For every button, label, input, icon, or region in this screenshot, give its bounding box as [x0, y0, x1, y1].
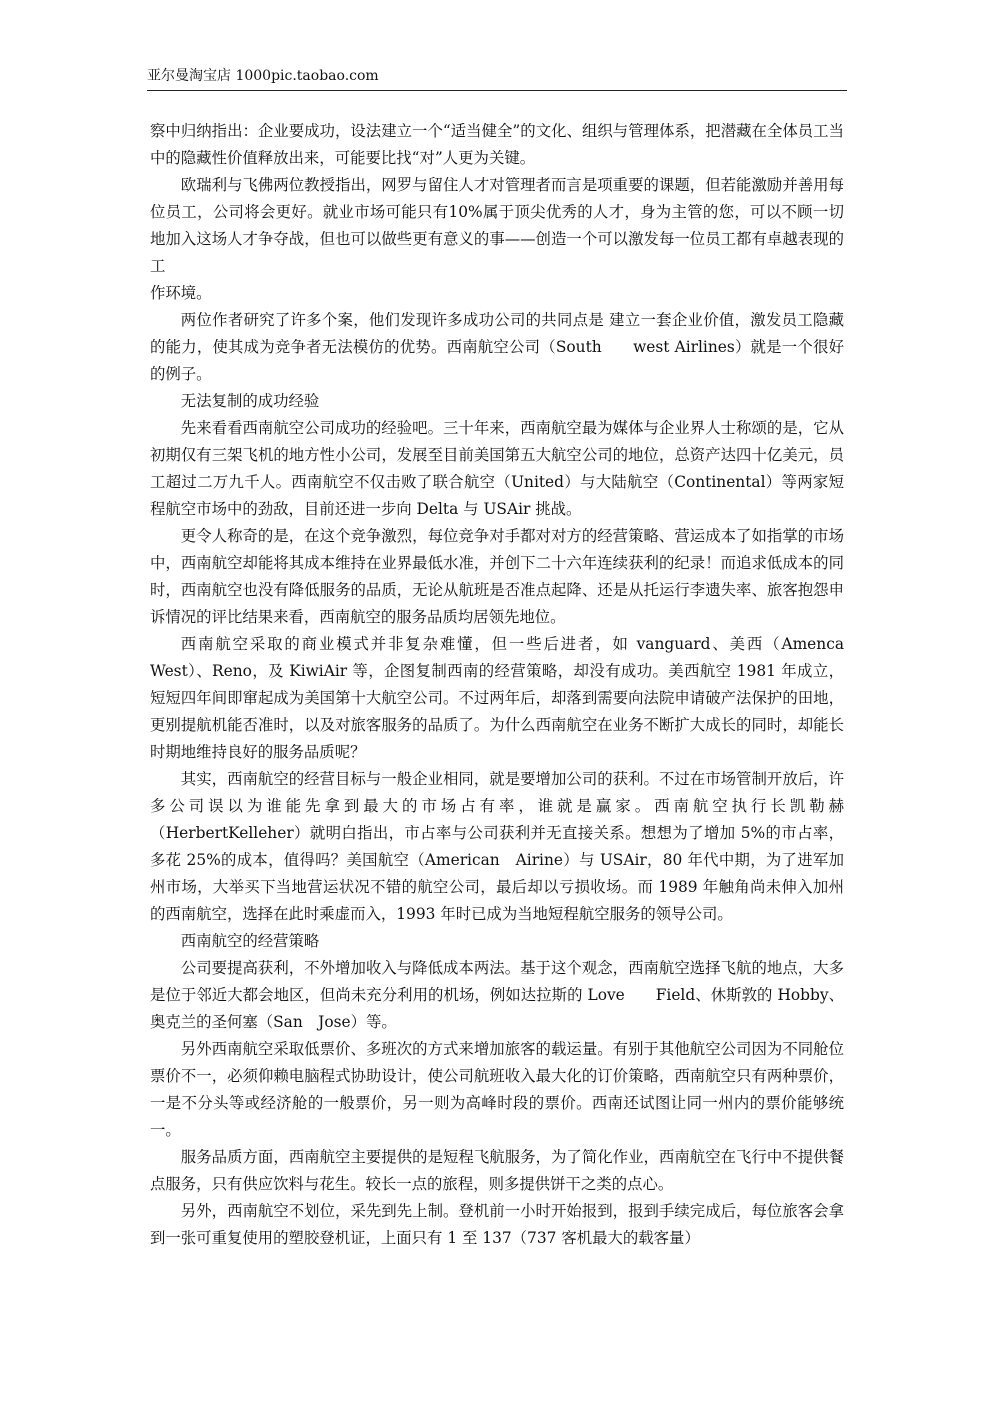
header-text: 亚尔曼淘宝店 1000pic.taobao.com: [147, 68, 379, 84]
section-heading: 西南航空的经营策略: [180, 932, 320, 950]
paragraph: 两位作者研究了许多个案，他们发现许多成功公司的共同点是 建立一套企业价值，激发员工隐藏的能力，使其成为竞争者无法模仿的优势。西南航空公司（South west Airlines）就是一个很好的例子。: [150, 311, 844, 383]
section-heading: 无法复制的成功经验: [180, 392, 320, 410]
paragraph: 先来看看西南航空公司成功的经验吧。三十年来，西南航空最为媒体与企业界人士称颂的是，它从初期仅有三架飞机的地方性小公司，发展至目前美国第五大航空公司的地位，总资产达四十亿美元，员工超过二万九千人。西南航空不仅击败了联合航空（United）与大陆航空（Continental）等两家短程航空市场中的劲敌，目前还进一步向 Delta 与 USAir 挑战。: [150, 419, 844, 518]
paragraph: 欧瑞利与飞佛两位教授指出，网罗与留住人才对管理者而言是项重要的课题，但若能激励并善用每位员工，公司将会更好。就业市场可能只有10%属于顶尖优秀的人才，身为主管的您，可以不顾一切地加入这场人才争夺战，但也可以做些更有意义的事——创造一个可以激发每一位员工都有卓越表现的工: [150, 176, 844, 275]
paragraph: 其实，西南航空的经营目标与一般企业相同，就是要增加公司的获利。不过在市场管制开放后，许多公司误以为谁能先拿到最大的市场占有率，谁就是赢家。西南航空执行长凯勒赫（HerbertKelleher）就明白指出，市占率与公司获利并无直接关系。想想为了增加 5%的市占率，多花 25%的成本，值得吗？美国航空（American Airine）与 USAir，80 年代中期，为了进军加州市场，大举买下当地营运状况不错的航空公司，最后却以亏损收场。而 1989 年触角尚未伸入加州的西南航空，选择在此时乘虚而入，1993 年时已成为当地短程航空服务的领导公司。: [150, 770, 844, 923]
paragraph: 作环境。: [150, 284, 212, 302]
paragraph: 更令人称奇的是，在这个竞争激烈，每位竞争对手都对对方的经营策略、营运成本了如指掌的市场中，西南航空却能将其成本维持在业界最低水准，并创下二十六年连续获利的纪录！而追求低成本的同时，西南航空也没有降低服务的品质，无论从航班是否准点起降、还是从托运行李遗失率、旅客抱怨申诉情况的评比结果来看，西南航空的服务品质均居领先地位。: [150, 527, 844, 626]
paragraph: 另外西南航空采取低票价、多班次的方式来增加旅客的载运量。有别于其他航空公司因为不同舱位票价不一，必须仰赖电脑程式协助设计，使公司航班收入最大化的订价策略，西南航空只有两种票价，一是不分头等或经济舱的一般票价，另一则为高峰时段的票价。西南还试图让同一州内的票价能够统一。: [150, 1040, 844, 1139]
document-body: [150, 118, 844, 1252]
paragraph: 察中归纳指出：企业要成功，设法建立一个“适当健全”的文化、组织与管理体系，把潜藏在全体员工当中的隐藏性价值释放出来，可能要比找“对”人更为关键。: [150, 122, 844, 167]
paragraph: 西南航空采取的商业模式并非复杂难懂，但一些后进者，如 vanguard、美西（Amenca West）、Reno，及 KiwiAir 等，企图复制西南的经营策略，却没有成功。美西航空 1981 年成立，短短四年间即窜起成为美国第十大航空公司。不过两年后，却落到需要向法院申请破产法保护的田地，更别提航机能否准时，以及对旅客服务的品质了。为什么西南航空在业务不断扩大成长的同时，却能长时期地维持良好的服务品质呢？: [150, 635, 844, 761]
paragraph: 服务品质方面，西南航空主要提供的是短程飞航服务，为了简化作业，西南航空在飞行中不提供餐点服务，只有供应饮料与花生。较长一点的旅程，则多提供饼干之类的点心。: [150, 1148, 844, 1193]
paragraph: 公司要提高获利，不外增加收入与降低成本两法。基于这个观念，西南航空选择飞航的地点，大多是位于邻近大都会地区，但尚未充分利用的机场，例如达拉斯的 Love Field、休斯敦的 Hobby、奥克兰的圣何塞（San Jose）等。: [150, 959, 844, 1031]
paragraph: 另外，西南航空不划位，采先到先上制。登机前一小时开始报到，报到手续完成后，每位旅客会拿到一张可重复使用的塑胶登机证，上面只有 1 至 137（737 客机最大的载客量）: [150, 1202, 844, 1247]
page-header: [147, 66, 847, 91]
